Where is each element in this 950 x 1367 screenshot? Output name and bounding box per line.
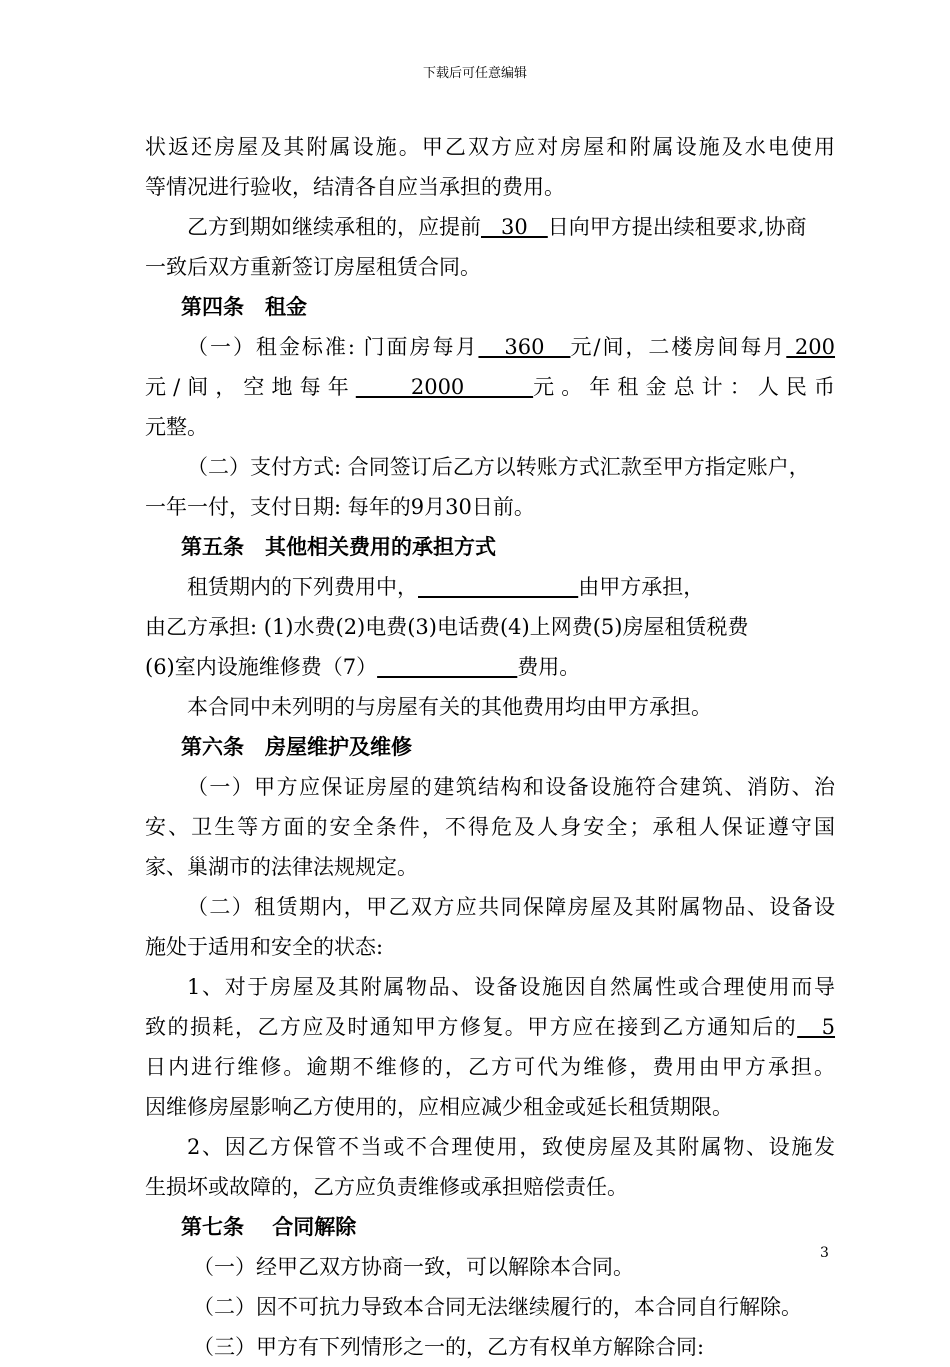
- text-run: 元。年租金总计：人民币: [533, 375, 836, 399]
- paragraph-line: [145, 327, 835, 367]
- text-run: （一）经甲乙双方协商一致，可以解除本合同。: [193, 1255, 634, 1279]
- paragraph-line: [145, 1007, 835, 1047]
- text-run: 日内进行维修。逾期不维修的，乙方可代为维修，费用由甲方承担。: [145, 1055, 835, 1079]
- text-run: 元整。: [145, 415, 208, 439]
- paragraph-line: [145, 1247, 835, 1287]
- text-run: 1、对于房屋及其附属物品、设备设施因自然属性或合理使用而导: [187, 975, 835, 999]
- text-run: 致的损耗，乙方应及时通知甲方修复。甲方应在接到乙方通知后的: [145, 1015, 798, 1039]
- article-heading: [145, 527, 835, 567]
- paragraph-line: [145, 1047, 835, 1087]
- article-heading: [145, 727, 835, 767]
- paragraph-line: [145, 967, 835, 1007]
- fill-in-blank: [418, 575, 578, 599]
- text-run: 第四条 租金: [181, 294, 307, 319]
- text-run: 因维修房屋影响乙方使用的，应相应减少租金或延长租赁期限。: [145, 1095, 733, 1119]
- article-heading: [145, 287, 835, 327]
- text-run: 一致后双方重新签订房屋租赁合同。: [145, 255, 481, 279]
- paragraph-line: [145, 167, 835, 207]
- text-run: （一）甲方应保证房屋的建筑结构和设备设施符合建筑、消防、治: [187, 775, 835, 799]
- paragraph-line: [145, 927, 835, 967]
- document-body: [145, 127, 835, 1367]
- text-run: （三）甲方有下列情形之一的，乙方有权单方解除合同:: [193, 1335, 705, 1359]
- page-header: 下载后可任意编辑: [422, 66, 527, 81]
- text-run: 租赁期内的下列费用中，: [187, 575, 418, 599]
- paragraph-line: [145, 1087, 835, 1127]
- fill-in-blank: 30: [481, 215, 548, 239]
- fill-in-blank: 200: [786, 335, 836, 359]
- text-run: （二）因不可抗力导致本合同无法继续履行的，本合同自行解除。: [193, 1295, 802, 1319]
- text-run: 由乙方承担: (1)水费(2)电费(3)电话费(4)上网费(5)房屋租赁税费: [145, 615, 749, 639]
- fill-in-blank: [377, 655, 517, 679]
- paragraph-line: [145, 647, 835, 687]
- paragraph-line: [145, 447, 835, 487]
- article-heading: [145, 1207, 835, 1247]
- text-run: 2、因乙方保管不当或不合理使用，致使房屋及其附属物、设施发: [187, 1135, 835, 1159]
- text-run: 日向甲方提出续租要求,协商: [547, 215, 807, 239]
- paragraph-line: [145, 807, 835, 847]
- paragraph-line: [145, 767, 835, 807]
- text-run: 元/间，二楼房间每月: [570, 335, 787, 359]
- paragraph-line: [145, 687, 835, 727]
- text-run: 等情况进行验收，结清各自应当承担的费用。: [145, 175, 565, 199]
- paragraph-line: [145, 887, 835, 927]
- text-run: （二）租赁期内，甲乙双方应共同保障房屋及其附属物品、设备设: [187, 895, 835, 919]
- text-run: (6)室内设施维修费（7）: [145, 655, 378, 679]
- text-run: 家、巢湖市的法律法规规定。: [145, 855, 418, 879]
- text-run: （二）支付方式: 合同签订后乙方以转账方式汇款至甲方指定账户，: [187, 455, 810, 479]
- paragraph-line: [145, 207, 835, 247]
- paragraph-line: [145, 567, 835, 607]
- paragraph-line: [145, 407, 835, 447]
- text-run: 一年一付，支付日期: 每年的9月30日前。: [145, 495, 535, 519]
- text-run: 乙方到期如继续承租的，应提前: [187, 215, 481, 239]
- page-number: 3: [820, 1245, 829, 1261]
- text-run: 安、卫生等方面的安全条件，不得危及人身安全；承租人保证遵守国: [145, 815, 835, 839]
- text-run: 第五条 其他相关费用的承担方式: [181, 534, 496, 559]
- text-run: 第六条 房屋维护及维修: [181, 734, 412, 759]
- paragraph-line: [145, 1327, 835, 1367]
- paragraph-line: [145, 1287, 835, 1327]
- paragraph-line: [145, 847, 835, 887]
- text-run: 施处于适用和安全的状态:: [145, 935, 384, 959]
- paragraph-line: [145, 247, 835, 287]
- paragraph-line: [145, 487, 835, 527]
- text-run: 本合同中未列明的与房屋有关的其他费用均由甲方承担。: [187, 695, 712, 719]
- text-run: 生损坏或故障的，乙方应负责维修或承担赔偿责任。: [145, 1175, 628, 1199]
- paragraph-line: [145, 607, 835, 647]
- text-run: 状返还房屋及其附属设施。甲乙双方应对房屋和附属设施及水电使用: [145, 135, 835, 159]
- fill-in-blank: 2000: [355, 375, 534, 399]
- paragraph-line: [145, 1127, 835, 1167]
- text-run: 费用。: [517, 655, 581, 679]
- paragraph-line: [145, 367, 835, 407]
- fill-in-blank: 5: [797, 1015, 836, 1039]
- text-run: 第七条 合同解除: [181, 1214, 357, 1239]
- text-run: （一）租金标准: 门面房每月: [187, 335, 479, 359]
- fill-in-blank: 360: [478, 335, 571, 359]
- paragraph-line: [145, 127, 835, 167]
- paragraph-line: [145, 1167, 835, 1207]
- text-run: 由甲方承担，: [578, 575, 705, 599]
- text-run: 元/间，空地每年: [145, 375, 356, 399]
